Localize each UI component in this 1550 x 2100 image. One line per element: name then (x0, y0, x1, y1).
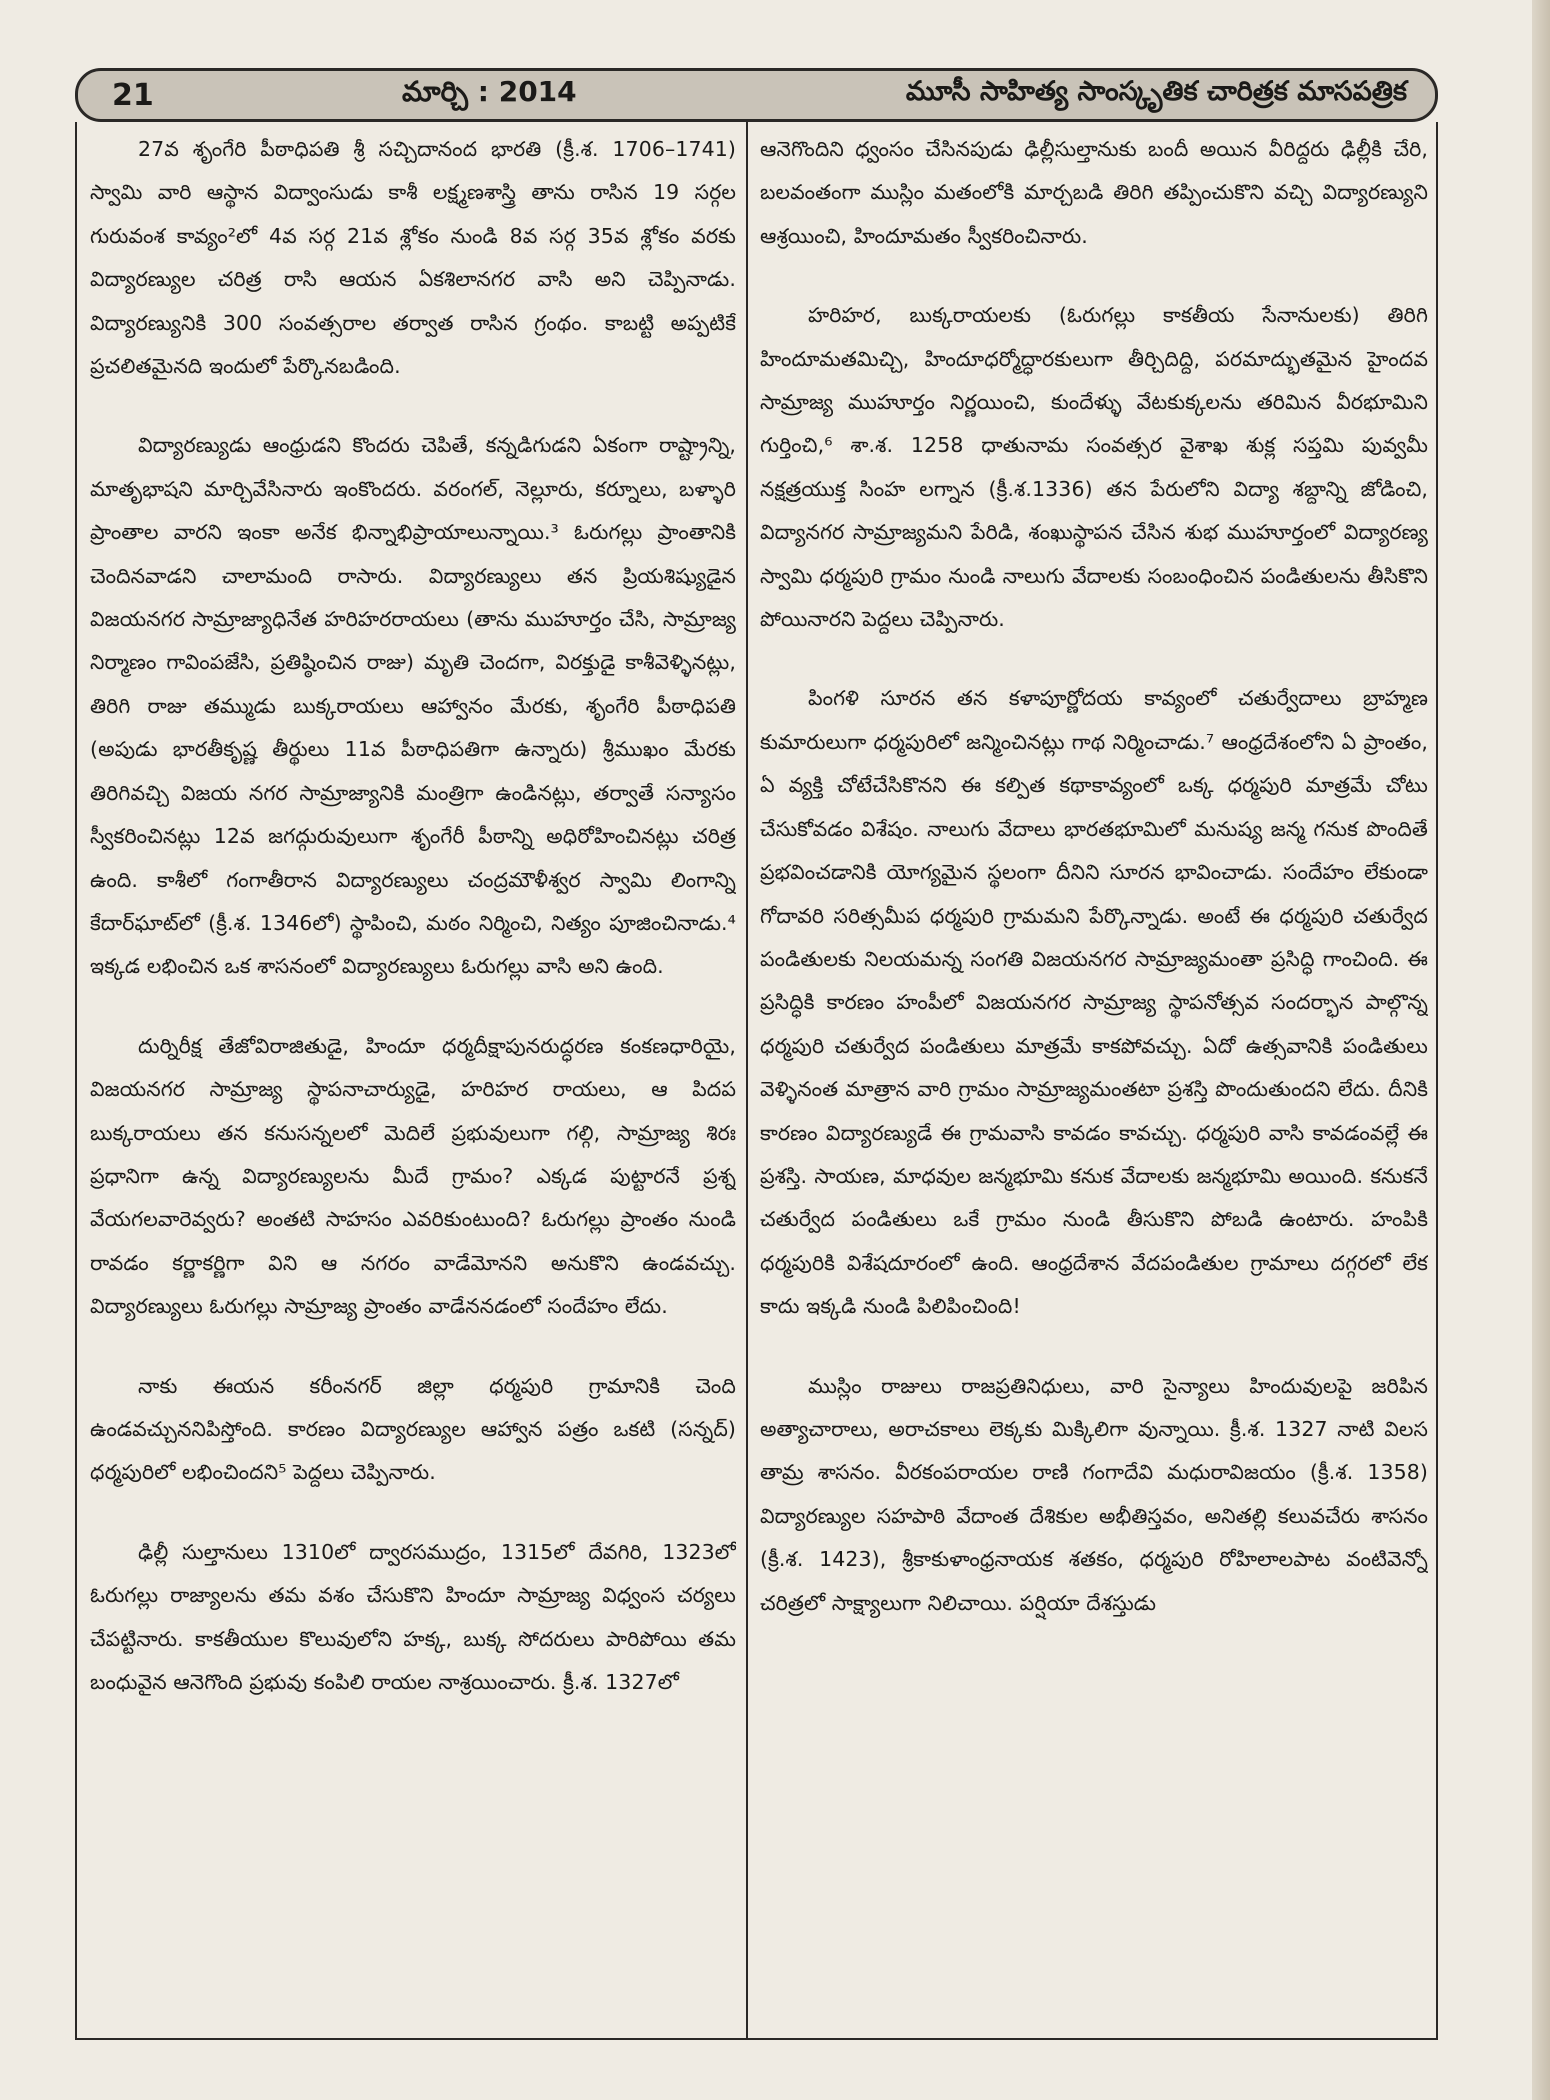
page-header (75, 68, 1438, 122)
right-column (760, 128, 1428, 2033)
magazine-title: మూసీ సాహిత్య సాంస్కృతిక చారిత్రక మాసపత్రిక (905, 76, 1407, 107)
page-number: 21 (112, 77, 154, 113)
paragraph: విద్యారణ్యుడు ఆంధ్రుడని కొందరు చెపితే, కన్నడిగుడని ఏకంగా రాష్ట్రాన్ని, మాతృభాషని మార్చివేసినారు ఇంకొందరు. వరంగల్, నెల్లూరు, కర్నూలు, బళ్ళారి ప్రాంతాల వారని ఇంకా అనేక భిన్నాభిప్రాయాలున్నాయి.³ ఓరుగల్లు ప్రాంతానికి చెందినవాడని చాలామంది రాసారు. విద్యారణ్యులు తన ప్రియశిష్యుడైన విజయనగర సామ్రాజ్యాధినేత హరిహరరాయలు (తాను ముహూర్తం చేసి, సామ్రాజ్య నిర్మాణం గావింపజేసి, ప్రతిష్ఠించిన రాజు) మృతి చెందగా, విరక్తుడై కాశీవెళ్ళినట్లు, తిరిగి రాజు తమ్ముడు బుక్కరాయలు ఆహ్వానం మేరకు, శృంగేరి పీఠాధిపతి (అపుడు భారతీకృష్ణ తీర్థులు 11వ పీఠాధిపతిగా ఉన్నారు) శ్రీముఖం మేరకు తిరిగివచ్చి విజయ నగర సామ్రాజ్యానికి మంత్రిగా ఉండినట్లు, తర్వాతే సన్యాసం స్వీకరించినట్లు 12వ జగద్గురువులుగా శృంగేరీ పీఠాన్ని అధిరోహించినట్లు చరిత్ర ఉంది. కాశీలో గంగాతీరాన విద్యారణ్యులు చంద్రమౌళీశ్వర స్వామి లింగాన్ని కేదార్‌ఘాట్‌లో (క్రీ.శ. 1346లో) స్థాపించి, మఠం నిర్మించి, నిత్యం పూజించినాడు.⁴ ఇక్కడ లభించిన ఒక శాసనంలో విద్యారణ్యులు ఓరుగల్లు వాసి అని ఉంది. (90, 433, 736, 979)
paragraph: 27వ శృంగేరి పీఠాధిపతి శ్రీ సచ్చిదానంద భారతి (క్రీ.శ. 1706–1741) స్వామి వారి ఆస్థాన విద్వాంసుడు కాశీ లక్ష్మణశాస్త్రి తాను రాసిన 19 సర్గల గురువంశ కావ్యం²లో 4వ సర్గ 21వ శ్లోకం నుండి 8వ సర్గ 35వ శ్లోకం వరకు విద్యారణ్యుల చరిత్ర రాసి ఆయన ఏకశిలానగర వాసి అని చెప్పినాడు. విద్యారణ్యునికి 300 సంవత్సరాల తర్వాత రాసిన గ్రంథం. కాబట్టి అప్పటికే ప్రచలితమైనది ఇందులో పేర్కొనబడింది. (90, 137, 736, 379)
issue-date: మార్చి : 2014 (402, 75, 577, 108)
page-edge-shadow (1532, 0, 1550, 2100)
paragraph: ఢిల్లీ సుల్తానులు 1310లో ద్వారసముద్రం, 1315లో దేవగిరి, 1323లో ఓరుగల్లు రాజ్యాలను తమ వశం చేసుకొని హిందూ సామ్రాజ్య విధ్వంస చర్యలు చేపట్టినారు. కాకతీయుల కొలువులోని హక్క, బుక్క సోదరులు పారిపోయి తమ బంధువైన ఆనెగొంది ప్రభువు కంపిలి రాయల నాశ్రయించారు. క్రీ.శ. 1327లో (90, 1539, 736, 1694)
paragraph: ముస్లిం రాజులు రాజప్రతినిధులు, వారి సైన్యాలు హిందువులపై జరిపిన అత్యాచారాలు, అరాచకాలు లెక్కకు మిక్కిలిగా వున్నాయి. క్రీ.శ. 1327 నాటి విలస తామ్ర శాసనం. వీరకంపరాయల రాణి గంగాదేవి మధురావిజయం (క్రీ.శ. 1358) విద్యారణ్యుల సహపాఠి వేదాంత దేశికుల అభీతిస్తవం, అనితల్లి కలువచేరు శాసనం (క్రీ.శ. 1423), శ్రీకాకుళాంధ్రనాయక శతకం, ధర్మపురి రోహిలాలపాట వంటివెన్నో చరిత్రలో సాక్ష్యాలుగా నిలిచాయి. పర్షియా దేశస్తుడు (760, 1373, 1428, 1615)
paragraph: నాకు ఈయన కరీంనగర్ జిల్లా ధర్మపురి గ్రామానికి చెంది ఉండవచ్చుననిపిస్తోంది. కారణం విద్యారణ్యుల ఆహ్వాన పత్రం ఒకటి (సన్నద్) ధర్మపురిలో లభించిందని⁵ పెద్దలు చెప్పినారు. (90, 1373, 736, 1485)
left-column (90, 128, 736, 2033)
paragraph: దుర్నిరీక్ష తేజోవిరాజితుడై, హిందూ ధర్మదీక్షాపునరుద్ధరణ కంకణధారియై, విజయనగర సామ్రాజ్య స్థాపనాచార్యుడై, హరిహర రాయలు, ఆ పిదప బుక్కరాయలు తన కనుసన్నలలో మెదిలే ప్రభువులుగా గల్గి, సామ్రాజ్య శిరః ప్రధానిగా ఉన్న విద్యారణ్యులను మీదే గ్రామం? ఎక్కడ పుట్టారనే ప్రశ్న వేయగలవారెవ్వరు? అంతటి సాహసం ఎవరికుంటుంది? ఓరుగల్లు ప్రాంతం నుండి రావడం కర్ణాకర్ణిగా విని ఆ నగరం వాడేమోనని అనుకొని ఉండవచ్చు. విద్యారణ్యులు ఓరుగల్లు సామ్రాజ్య ప్రాంతం వాడేననడంలో సందేహం లేదు. (90, 1033, 736, 1319)
paragraph: హరిహర, బుక్కరాయలకు (ఓరుగల్లు కాకతీయ సేనానులకు) తిరిగి హిందూమతమిచ్చి, హిందూధర్మోద్ధారకులుగా తీర్చిదిద్ది, పరమాద్భుతమైన హైందవ సామ్రాజ్య ముహూర్తం నిర్ణయించి, కుందేళ్ళు వేటకుక్కలను తరిమిన వీరభూమిని గుర్తించి,⁶ శా.శ. 1258 ధాతునామ సంవత్సర వైశాఖ శుక్ల సప్తమి పువ్వమీ నక్షత్రయుక్త సింహ లగ్నాన (క్రీ.శ.1336) తన పేరులోని విద్యా శబ్దాన్ని జోడించి, విద్యానగర సామ్రాజ్యమని పేరిడి, శంఖుస్థాపన చేసిన శుభ ముహూర్తంలో విద్యారణ్య స్వామి ధర్మపురి గ్రామం నుండి నాలుగు వేదాలకు సంబంధించిన పండితులను తీసికొని పోయినారని పెద్దలు చెప్పినారు. (760, 303, 1428, 632)
paragraph: ఆనెగొందిని ధ్వంసం చేసినపుడు ఢిల్లీసుల్తానుకు బందీ అయిన వీరిద్దరు ఢిల్లీకి చేరి, బలవంతంగా ముస్లిం మతంలోకి మార్చబడి తిరిగి తప్పించుకొని వచ్చి విద్యారణ్యుని ఆశ్రయించి, హిందూమతం స్వీకరించినారు. (760, 137, 1428, 248)
paragraph: పింగళి సూరన తన కళాపూర్ణోదయ కావ్యంలో చతుర్వేదాలు బ్రాహ్మణ కుమారులుగా ధర్మపురిలో జన్మించినట్లు గాథ నిర్మించాడు.⁷ ఆంధ్రదేశంలోని ఏ ప్రాంతం, ఏ వ్యక్తి చోటేచేసికొనని ఈ కల్పిత కథాకావ్యంలో ఒక్క ధర్మపురి మాత్రమే చోటు చేసుకోవడం విశేషం. నాలుగు వేదాలు భారతభూమిలో మనుష్య జన్మ గనుక పొందితే ప్రభవించడానికి యోగ్యమైన స్థలంగా దీనిని సూరన భావించాడు. సందేహం లేకుండా గోదావరి సరిత్సమీప ధర్మపురి గ్రామమని పేర్కొన్నాడు. అంటే ఈ ధర్మపురి చతుర్వేద పండితులకు నిలయమన్న సంగతి విజయనగర సామ్రాజ్యమంతా ప్రసిద్ధి గాంచింది. ఈ ప్రసిద్ధికి కారణం హంపీలో విజయనగర సామ్రాజ్య స్థాపనోత్సవ సందర్భాన పాల్గొన్న ధర్మపురి చతుర్వేద పండితులు మాత్రమే కాకపోవచ్చు. ఏదో ఉత్సవానికి పండితులు వెళ్ళినంత మాత్రాన వారి గ్రామం సామ్రాజ్యమంతటా ప్రశస్తి పొందుతుందని లేదు. దీనికి కారణం విద్యారణ్యుడే ఈ గ్రామవాసి కావడం కావచ్చు. ధర్మపురి వాసి కావడంవల్లే ఈ ప్రశస్తి. సాయణ, మాధవుల జన్మభూమి కనుక వేదాలకు జన్మభూమి అయింది. కనుకనే చతుర్వేద పండితులు ఒకే గ్రామం నుండి తీసుకొని పోబడి ఉంటారు. హంపికి ధర్మపురికి విశేషదూరంలో ఉంది. ఆంధ్రదేశాన వేదపండితుల గ్రామాలు దగ్గరలో లేక కాదు ఇక్కడి నుండి పిలిపించింది! (760, 686, 1428, 1319)
column-divider (746, 122, 748, 2040)
